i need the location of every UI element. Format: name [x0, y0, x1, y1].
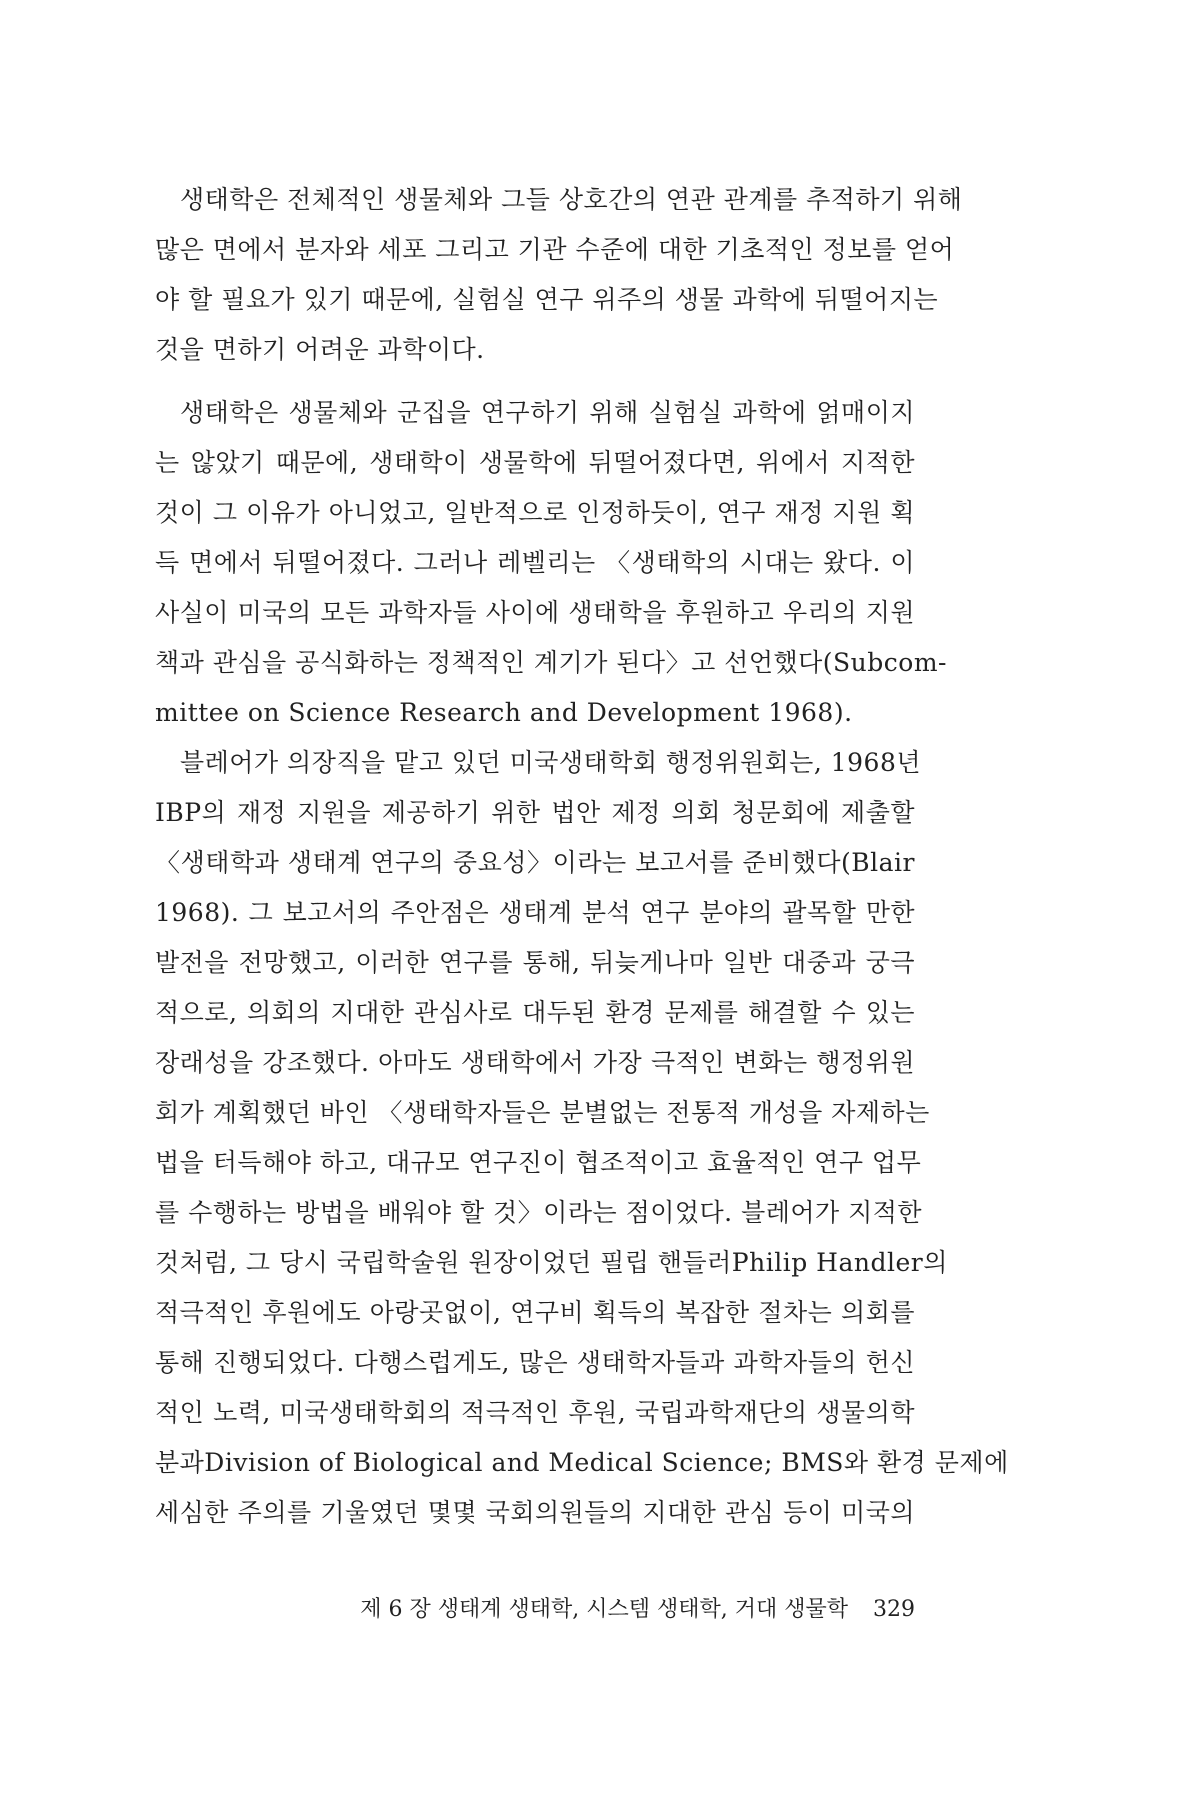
- text-line: 야 할 필요가 있기 때문에, 실험실 연구 위주의 생물 과학에 뒤떨어지는: [155, 285, 939, 314]
- text-line: 것이 그 이유가 아니었고, 일반적으로 인정하듯이, 연구 재정 지원 획: [155, 498, 915, 527]
- text-line: 분과Division of Biological and Medical Science; BMS와 환경 문제에: [155, 1448, 1009, 1477]
- text-line: 발전을 전망했고, 이러한 연구를 통해, 뒤늦게나마 일반 대중과 궁극: [155, 948, 915, 977]
- text-line: 장래성을 강조했다. 아마도 생태학에서 가장 극적인 변화는 행정위원: [155, 1048, 915, 1077]
- text-line: 를 수행하는 방법을 배워야 할 것〉이라는 점이었다. 블레어가 지적한: [155, 1198, 923, 1227]
- text-line: 것을 면하기 어려운 과학이다.: [155, 335, 485, 364]
- text-line: 세심한 주의를 기울였던 몇몇 국회의원들의 지대한 관심 등이 미국의: [155, 1498, 915, 1527]
- text-line: 책과 관심을 공식화하는 정책적인 계기가 된다〉고 선언했다(Subcom-: [155, 648, 947, 677]
- text-line: 1968). 그 보고서의 주안점은 생태계 분석 연구 분야의 괄목할 만한: [155, 898, 915, 927]
- text-line: mittee on Science Research and Development 1968).: [155, 698, 853, 727]
- text-line: 블레어가 의장직을 맡고 있던 미국생태학회 행정위원회는, 1968년: [180, 748, 922, 777]
- body-text: [155, 388, 1009, 1538]
- text-line: 생태학은 전체적인 생물체와 그들 상호간의 연관 관계를 추적하기 위해: [180, 185, 963, 214]
- text-line: 회가 계획했던 바인 〈생태학자들은 분별없는 전통적 개성을 자제하는: [155, 1098, 930, 1127]
- text-line: 생태학은 생물체와 군집을 연구하기 위해 실험실 과학에 얽매이지: [180, 398, 915, 427]
- text-line: 적인 노력, 미국생태학회의 적극적인 후원, 국립과학재단의 생물의학: [155, 1398, 915, 1427]
- text-line: 는 않았기 때문에, 생태학이 생물학에 뒤떨어졌다면, 위에서 지적한: [155, 448, 915, 477]
- paragraph: [155, 388, 947, 738]
- text-line: 적극적인 후원에도 아랑곳없이, 연구비 획득의 복잡한 절차는 의회를: [155, 1298, 915, 1327]
- text-line: 통해 진행되었다. 다행스럽게도, 많은 생태학자들과 과학자들의 헌신: [155, 1348, 915, 1377]
- opening-paragraph: [155, 175, 963, 375]
- text-line: 법을 터득해야 하고, 대규모 연구진이 협조적이고 효율적인 연구 업무: [155, 1148, 922, 1177]
- running-footer: [155, 1590, 915, 1630]
- text-line: 많은 면에서 분자와 세포 그리고 기관 수준에 대한 기초적인 정보를 얻어: [155, 235, 955, 264]
- chapter-title: 제 6 장 생태계 생태학, 시스템 생태학, 거대 생물학: [360, 1597, 848, 1622]
- text-line: 사실이 미국의 모든 과학자들 사이에 생태학을 후원하고 우리의 지원: [155, 598, 915, 627]
- text-line: 적으로, 의회의 지대한 관심사로 대두된 환경 문제를 해결할 수 있는: [155, 998, 915, 1027]
- text-line: 〈생태학과 생태계 연구의 중요성〉이라는 보고서를 준비했다(Blair: [155, 848, 915, 877]
- text-line: 것처럼, 그 당시 국립학술원 원장이었던 필립 핸들러Philip Handler의: [155, 1248, 948, 1277]
- page-number: 329: [873, 1597, 915, 1622]
- text-line: 득 면에서 뒤떨어졌다. 그러나 레벨리는 〈생태학의 시대는 왔다. 이: [155, 548, 915, 577]
- text-line: IBP의 재정 지원을 제공하기 위한 법안 제정 의회 청문회에 제출할: [155, 798, 915, 827]
- paragraph: [155, 738, 1009, 1538]
